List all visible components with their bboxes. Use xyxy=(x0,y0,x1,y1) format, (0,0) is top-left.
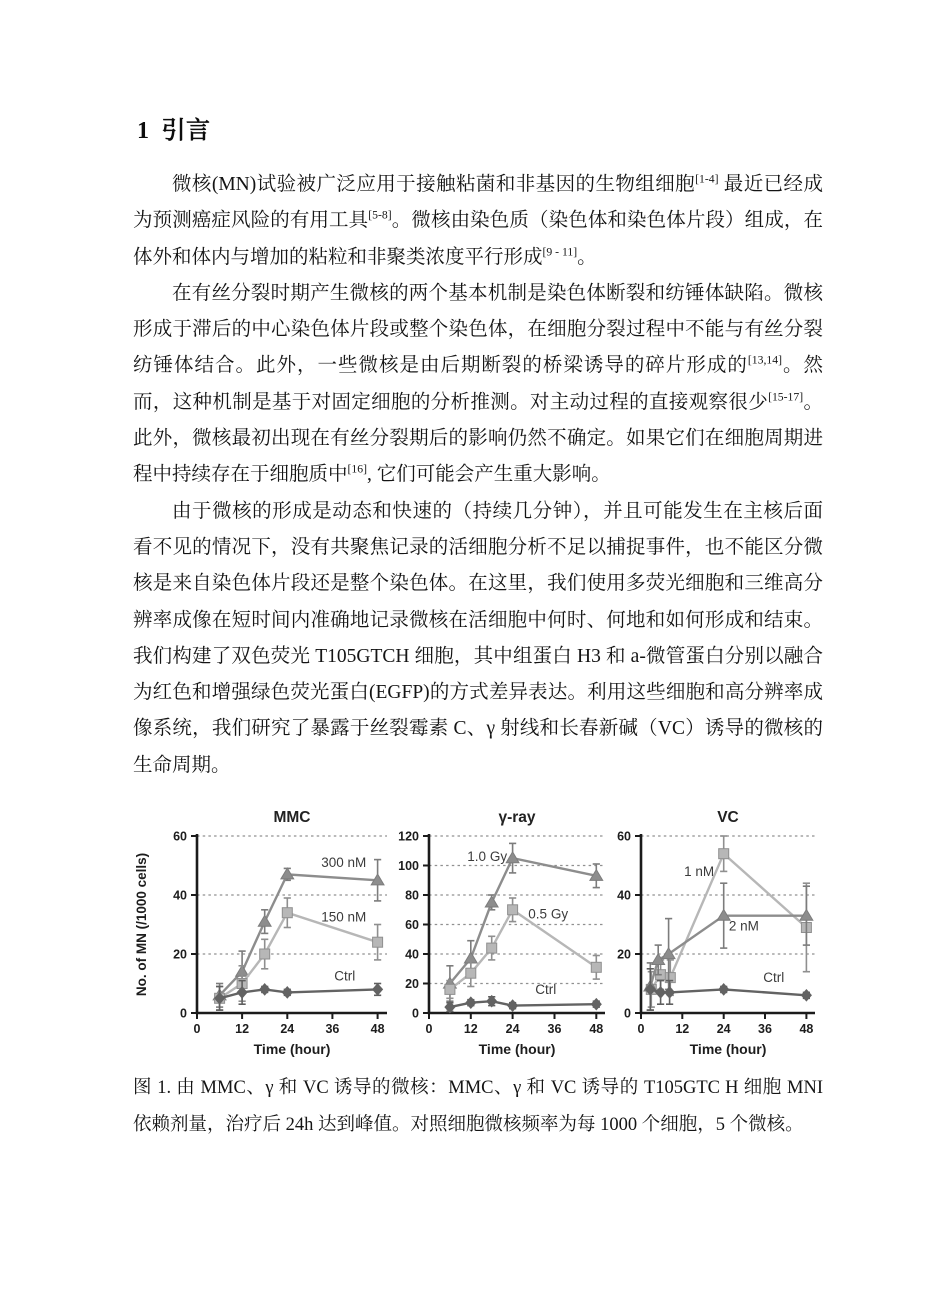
reference-superscript: [16] xyxy=(347,462,367,476)
chart-title: VC xyxy=(717,809,739,827)
data-point-diamond xyxy=(591,999,601,1010)
data-point-triangle xyxy=(506,852,519,863)
x-tick-label: 0 xyxy=(193,1022,201,1037)
y-tick-label: 40 xyxy=(405,947,419,962)
y-tick-label: 0 xyxy=(624,1006,631,1021)
y-tick-label: 20 xyxy=(405,977,419,992)
text-run: 。微核由染色质（染色体和染色体片段）组成，在体外和体内与增加的粘粒和非聚类浓度平行形成 xyxy=(133,210,823,268)
figure-caption: 图 1. 由 MMC、γ 和 VC 诱导的微核：MMC、γ 和 VC 诱导的 T105GTC H 细胞 MNI 依赖剂量，治疗后 24h 达到峰值。对照细胞微核频率为每 1000 个细胞，5 个微核。 xyxy=(133,1078,823,1135)
x-tick-label: 0 xyxy=(425,1022,433,1037)
x-tick-label: 12 xyxy=(675,1022,690,1037)
series-label: 1.0 Gy xyxy=(467,849,508,865)
series-label: Ctrl xyxy=(535,981,557,997)
chart-vc xyxy=(611,802,821,1064)
text-run: 。此外，微核最初出现在有丝分裂期后的影响仍然不确定。如果它们在细胞周期进程中持续存在于细胞质中 xyxy=(133,391,823,486)
data-point-square xyxy=(591,962,601,972)
x-tick-label: 48 xyxy=(799,1022,814,1037)
data-point-triangle xyxy=(485,896,498,907)
text-run: , 它们可能会产生重大影响。 xyxy=(367,464,611,486)
text-run: 最近已经成为预测癌症风险的有用工具 xyxy=(133,174,823,232)
y-tick-label: 80 xyxy=(405,888,419,903)
y-tick-label: 0 xyxy=(180,1006,187,1021)
text-run: 由于微核的形成是动态和快速的（持续几分钟），并且可能发生在主核后面看不见的情况下，没有共聚焦记录的活细胞分析不足以捕捉事件，也不能区分微核是来自染色体片段还是整个染色体。在这里，我们使用多荧光细胞和三维高分辨率成像在短时间内准确地记录微核在活细胞中何时、何地和如何形成和结束。我们构建了双色荧光 T105GTCH 细胞，其中组蛋白 H3 和 a-微管蛋白分别以融合为红色和增强绿色荧光蛋白(EGFP)的方式差异表达。利用这些细胞和高分辨率成像系统，我们研究了暴露于丝裂霉素 C、γ 射线和长春新碱（VC）诱导的微核的生命周期。 xyxy=(133,500,823,776)
data-point-diamond xyxy=(282,987,292,998)
data-point-square xyxy=(719,849,729,859)
reference-superscript: [15-17] xyxy=(768,390,804,404)
y-tick-label: 60 xyxy=(173,829,187,844)
chart-gamma-ray xyxy=(393,802,611,1064)
reference-superscript: [1-4] xyxy=(695,172,719,186)
data-point-diamond xyxy=(656,987,666,998)
series-label: 150 nM xyxy=(321,909,367,925)
series-label: 1 nM xyxy=(684,863,715,879)
y-tick-label: 20 xyxy=(173,947,187,962)
x-tick-label: 12 xyxy=(235,1022,250,1037)
y-tick-label: 60 xyxy=(617,829,631,844)
data-point-square xyxy=(466,968,476,978)
y-tick-label: 40 xyxy=(617,888,631,903)
y-tick-label: 40 xyxy=(173,888,187,903)
page-content xyxy=(133,110,823,1143)
data-point-square xyxy=(445,984,455,994)
section-number: 1 xyxy=(137,118,150,144)
paragraph xyxy=(133,494,823,784)
series-label: 2 nM xyxy=(728,918,759,934)
x-axis-label: Time (hour) xyxy=(689,1041,767,1058)
series-label: 0.5 Gy xyxy=(528,906,569,922)
introduction-paragraphs xyxy=(133,167,823,784)
reference-superscript: [9 - 11] xyxy=(542,245,578,259)
y-axis-label: No. of MN (/1000 cells) xyxy=(134,852,149,997)
data-point-diamond xyxy=(802,990,812,1001)
text-run: 微核(MN)试验被广泛应用于接触粘菌和非基因的生物组细胞 xyxy=(172,174,696,195)
data-point-square xyxy=(282,908,292,918)
data-point-diamond xyxy=(665,987,675,998)
data-point-square xyxy=(260,949,270,959)
section-heading xyxy=(137,110,823,145)
x-tick-label: 24 xyxy=(716,1022,731,1037)
chart-title: γ-ray xyxy=(498,809,536,827)
y-tick-label: 100 xyxy=(398,859,419,874)
x-tick-label: 48 xyxy=(589,1022,604,1037)
y-tick-label: 20 xyxy=(617,947,631,962)
x-tick-label: 48 xyxy=(370,1022,385,1037)
data-point-square xyxy=(487,943,497,953)
x-tick-label: 24 xyxy=(505,1022,520,1037)
x-tick-label: 36 xyxy=(758,1022,772,1037)
reference-superscript: [13,14] xyxy=(747,353,782,367)
y-tick-label: 60 xyxy=(405,918,419,933)
text-run: 在有丝分裂时期产生微核的两个基本机制是染色体断裂和纺锤体缺陷。微核形成于滞后的中心染色体片段或整个染色体，在细胞分裂过程中不能与有丝分裂纺锤体结合。此外，一些微核是由后期断裂的桥梁诱导的碎片形成的 xyxy=(133,282,823,377)
data-point-diamond xyxy=(466,997,476,1008)
x-axis-label: Time (hour) xyxy=(253,1041,331,1058)
x-tick-label: 12 xyxy=(463,1022,478,1037)
data-point-diamond xyxy=(373,984,383,995)
y-tick-label: 120 xyxy=(398,829,419,844)
reference-superscript: [5-8] xyxy=(368,208,392,222)
x-tick-label: 36 xyxy=(547,1022,562,1037)
data-point-triangle xyxy=(662,948,675,959)
y-tick-label: 0 xyxy=(412,1006,419,1021)
data-point-diamond xyxy=(719,984,729,995)
x-tick-label: 0 xyxy=(637,1022,645,1037)
data-point-diamond xyxy=(508,1000,518,1011)
section-title: 引言 xyxy=(161,117,211,144)
paragraph xyxy=(133,276,823,494)
series-label: 300 nM xyxy=(321,855,367,871)
data-point-square xyxy=(508,905,518,915)
data-point-diamond xyxy=(260,984,270,995)
data-point-square xyxy=(373,937,383,947)
text-run: 。然而，这种机制是基于对固定细胞的分析推测。对主动过程的直接观察很少 xyxy=(133,355,823,413)
chart-mmc xyxy=(133,802,393,1064)
chart-title: MMC xyxy=(273,809,311,827)
series-label: Ctrl xyxy=(334,968,356,984)
data-point-triangle xyxy=(258,915,271,926)
figure-1 xyxy=(133,802,823,1064)
x-tick-label: 36 xyxy=(325,1022,340,1037)
x-axis-label: Time (hour) xyxy=(478,1041,556,1058)
text-run: 。 xyxy=(577,246,597,268)
x-tick-label: 24 xyxy=(280,1022,295,1037)
paragraph xyxy=(133,167,823,276)
series-label: Ctrl xyxy=(763,970,785,986)
series-line xyxy=(450,858,596,983)
